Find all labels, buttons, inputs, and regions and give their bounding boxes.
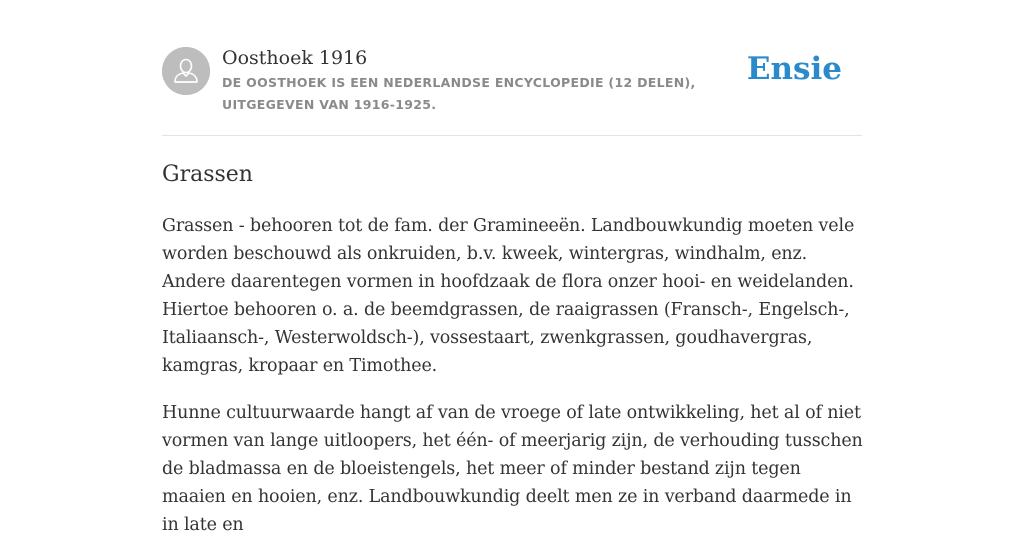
article-paragraph: Grassen - behooren tot de fam. der Gramineeën. Landbouwkundig moeten vele worden beschouwd als onkruiden, b.v. kweek, wintergras, windhalm, enz. Andere daarentegen vormen in hoofdzaak de flora onzer hooi- en weidelanden. Hiertoe behooren o. a. de beemdgrassen, de raaigrassen (Fransch-, Engelsch-, Italiaansch-, Westerwoldsch-), vossestaart, zwenkgrassen, goudhavergras, kamgras, kropaar en Timothee. xyxy=(162,216,855,376)
article-title: Grassen xyxy=(162,162,253,187)
user-icon xyxy=(162,47,210,95)
source-title[interactable]: Oosthoek 1916 xyxy=(222,47,368,69)
article-paragraph: Hunne cultuurwaarde hangt af van de vroege of late ontwikkeling, het al of niet vormen van lange uitloopers, het één- of meerjarig zijn, de verhouding tusschen de bladmassa en de bloeistengels, het meer of minder bestand zijn tegen maaien en hooien, enz. Landbouwkundig deelt men ze in verband daarmede in in late en xyxy=(162,403,863,535)
header-divider xyxy=(162,135,862,136)
source-description: DE OOSTHOEK IS EEN NEDERLANDSE ENCYCLOPEDIE (12 DELEN), UITGEGEVEN VAN 1916-1925. xyxy=(222,75,696,112)
avatar[interactable] xyxy=(162,47,210,95)
source-header xyxy=(162,45,862,135)
article-body xyxy=(162,212,864,558)
brand-logo[interactable]: Ensie xyxy=(746,51,842,87)
